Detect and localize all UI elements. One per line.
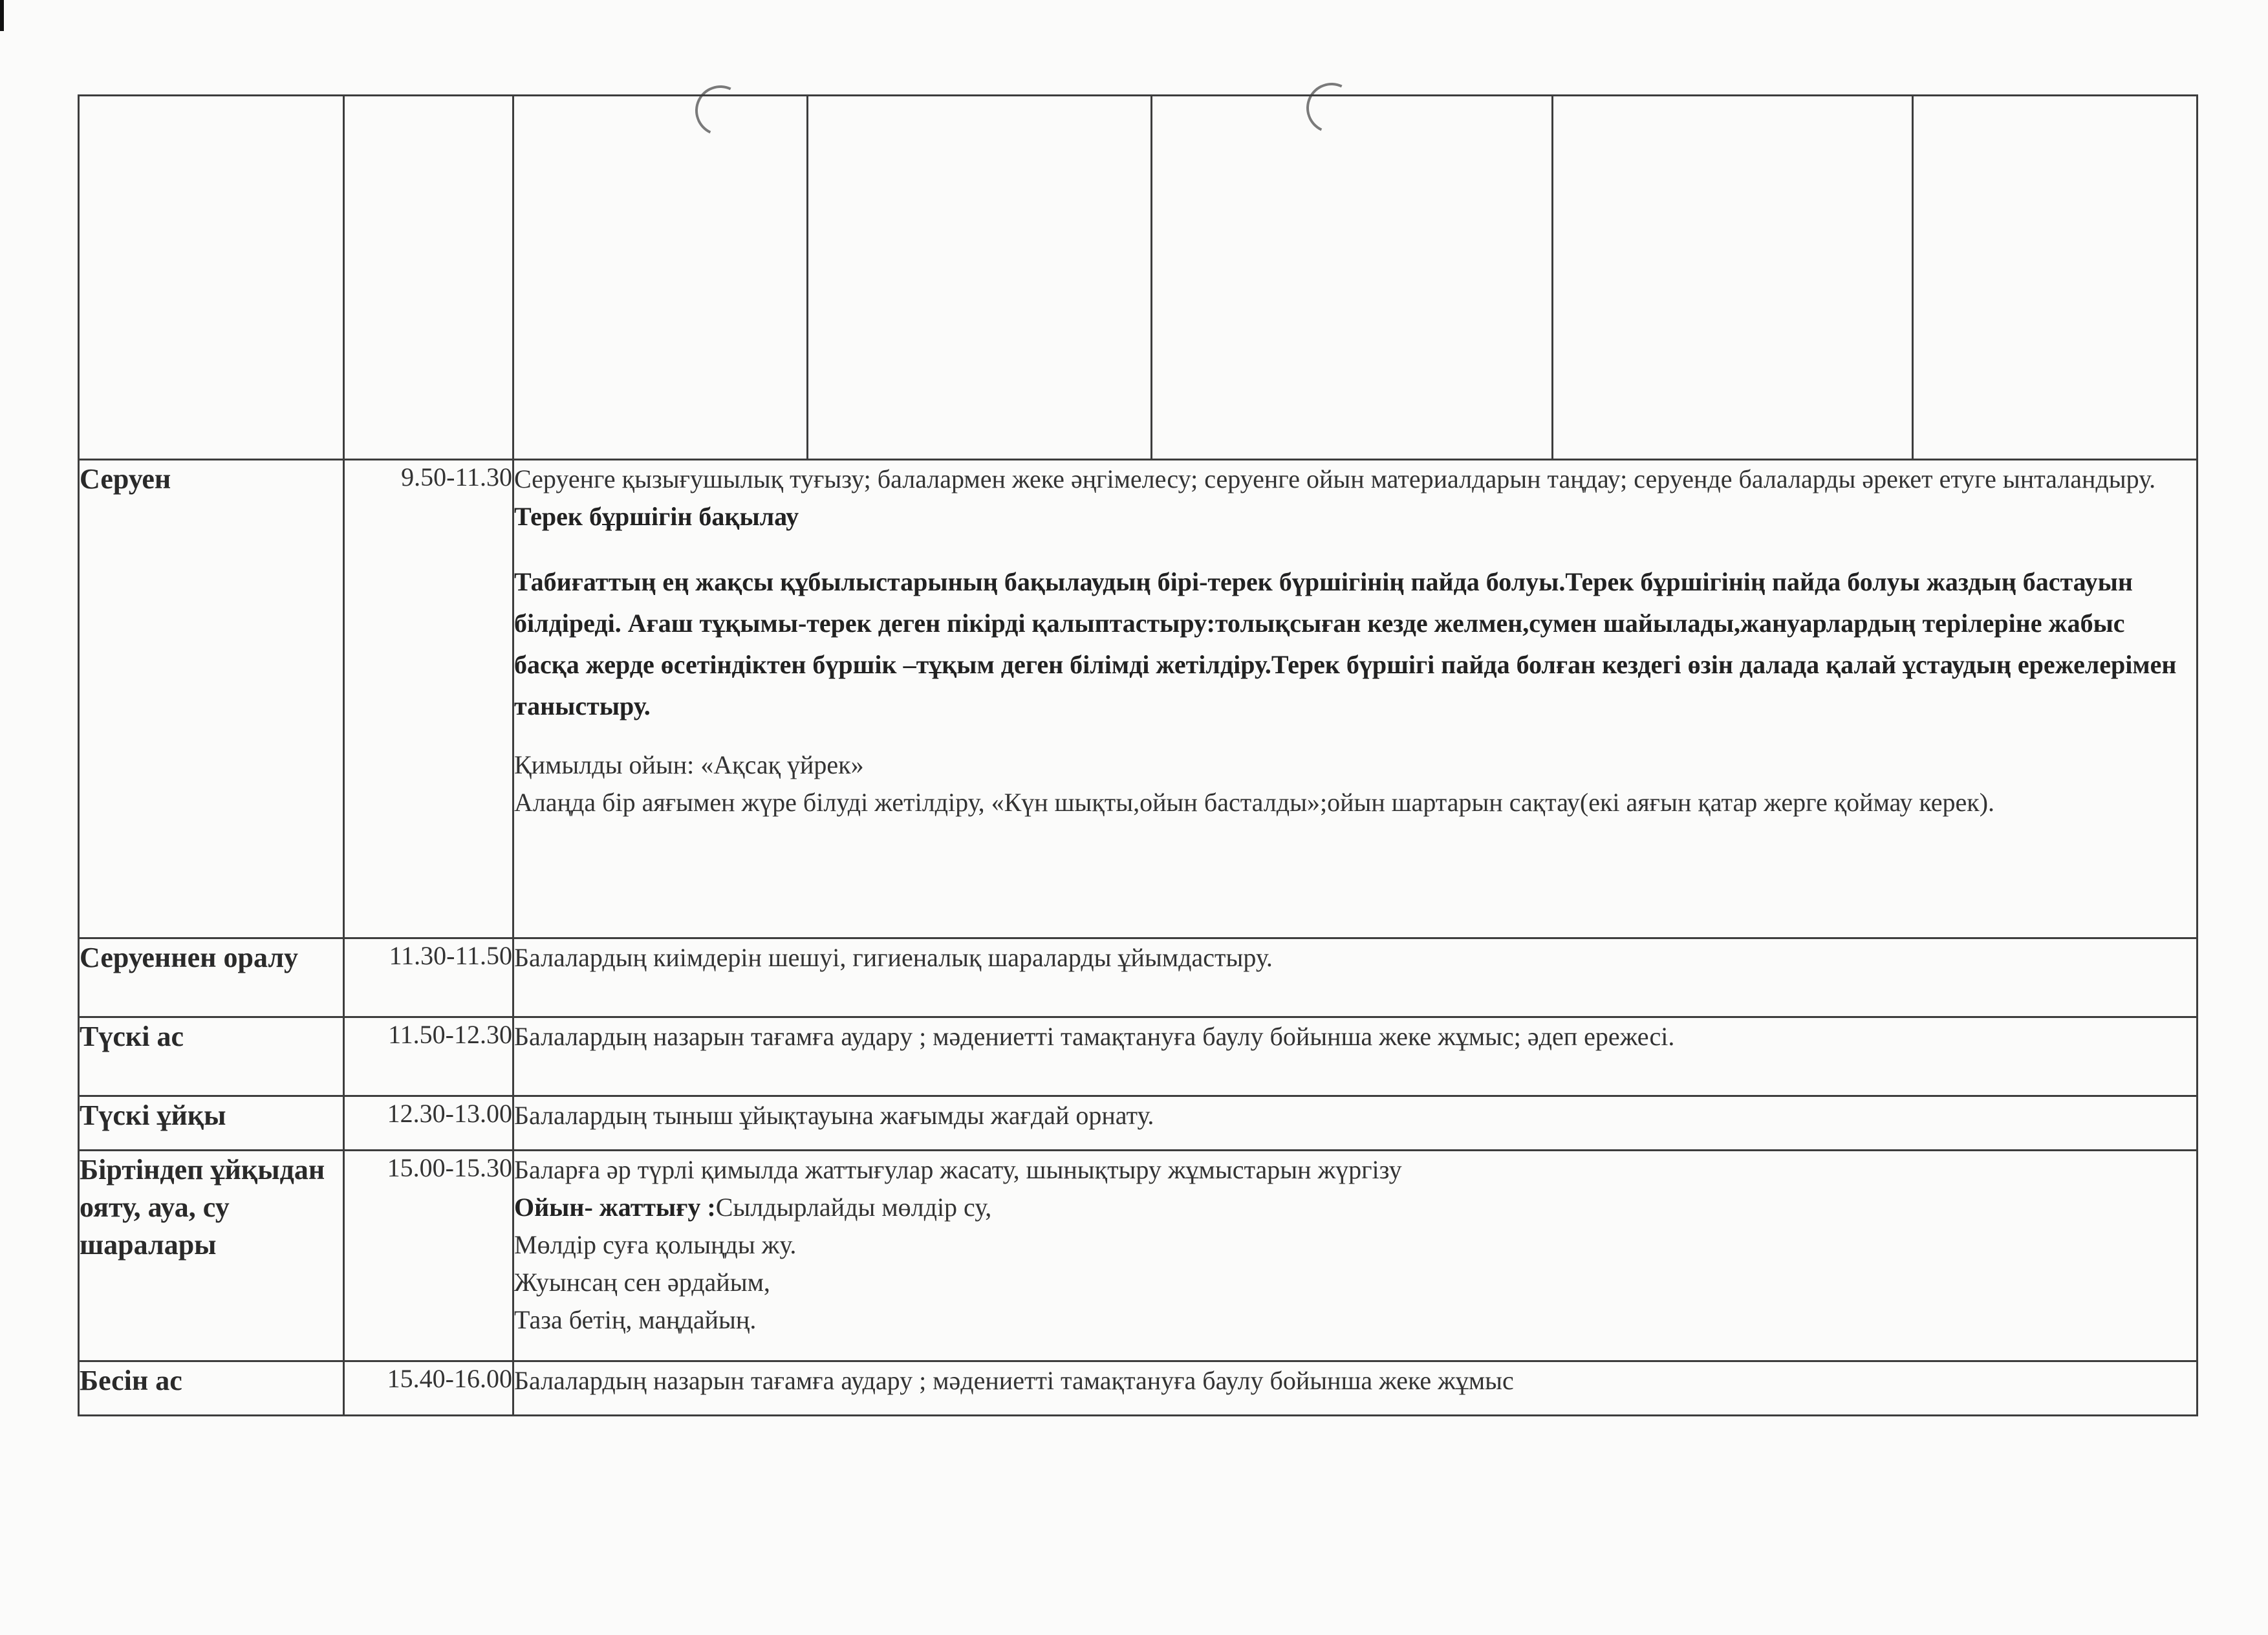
observation-paragraph: Табиғаттың ең жақсы құбылыстарының бақылаудың бірі-терек бүршігінің пайда болуы.Терек бұршігінің пайда болуы жаздың бастауын білдіреді. Ағаш тұқымы-терек деген пікірді қалыптастыру:толықсыған кезде желмен,сумен шайылады,жануарлардың терілеріне жабыс басқа жерде өсетіндіктен бүршік –тұқым деген білімді жетілдіру.Терек бүршігі пайда болған кездегі өзін далада қалай ұстаудың ережелерімен таныстыру.: [514, 567, 2177, 720]
walk-intro: Серуенге қызығушылық туғызу; балалармен жеке әңгімелесу; серуенге ойын материалдарын таңдау; серуенде балаларды әрекет етуге ынталандыру.: [514, 464, 2156, 493]
activity-content: [513, 460, 2198, 938]
empty-subgrid: [514, 96, 2196, 459]
game-title: Қимылды ойын: «Ақсақ үйрек»: [514, 750, 864, 779]
scan-edge-mark: [0, 0, 4, 31]
observation-heading: Терек бұршігін бақылау: [514, 502, 799, 531]
activity-label: Біртіндеп ұйқыдан ояту, ауа, су шаралары: [79, 1151, 344, 1361]
activity-label: Серуеннен оралу: [79, 938, 344, 1017]
poem-line: Жуынсаң сен әрдайым,: [514, 1268, 770, 1297]
empty-subcell: [1553, 96, 1914, 459]
time-range: 11.30-11.50: [344, 938, 513, 1017]
table-row-wakeup: [79, 1151, 2198, 1361]
table-row-afternoon-snack: [79, 1361, 2198, 1416]
empty-subcell: [1152, 96, 1553, 459]
table-row-return: [79, 938, 2198, 1017]
activity-content: [513, 1151, 2198, 1361]
activity-label: Бесін ас: [79, 1361, 344, 1416]
table-row-empty-header: [79, 96, 2198, 460]
activity-label: Түскі ас: [79, 1017, 344, 1096]
exercise-line: [514, 1189, 2196, 1226]
time-range: 9.50-11.30: [344, 460, 513, 938]
activity-label: Түскі ұйқы: [79, 1096, 344, 1151]
activity-label: Серуен: [79, 460, 344, 938]
activity-content: Балалардың тыныш ұйықтауына жағымды жағдай орнату.: [513, 1096, 2198, 1151]
time-range: 15.40-16.00: [344, 1361, 513, 1416]
poem-line: Мөлдір суға қолыңды жу.: [514, 1230, 797, 1259]
wakeup-intro: Баларға әр түрлі қимылда жаттығулар жасату, шынықтыру жұмыстарын жүргізу: [514, 1155, 1402, 1184]
activity-content: Балалардың назарын тағамға аудару ; мәдениетті тамақтануға баулу бойынша жеке жұмыс; әдеп ережесі.: [513, 1017, 2198, 1096]
daily-schedule-table: [78, 94, 2198, 1416]
table-row-nap: [79, 1096, 2198, 1151]
activity-content: Балалардың киімдерін шешуі, гигиеналық шараларды ұйымдастыру.: [513, 938, 2198, 1017]
game-description: Алаңда бір аяғымен жүре білуді жетілдіру, «Күн шықты,ойын басталды»;ойын шартарын сақтау(екі аяғын қатар жерге қоймау керек).: [514, 788, 1995, 817]
exercise-label: Ойын- жаттығу :: [514, 1193, 716, 1222]
empty-subcell: [808, 96, 1152, 459]
activity-content: Балалардың назарын тағамға аудару ; мәдениетті тамақтануға баулу бойынша жеке жұмыс: [513, 1361, 2198, 1416]
empty-cell: [79, 96, 344, 460]
empty-subgrid-cell: [513, 96, 2198, 460]
empty-subcell: [514, 96, 808, 459]
table-row-walk: [79, 460, 2198, 938]
empty-subcell: [1914, 96, 2194, 459]
time-range: 11.50-12.30: [344, 1017, 513, 1096]
table-row-lunch: [79, 1017, 2198, 1096]
empty-cell: [344, 96, 513, 460]
poem-line: Сылдырлайды мөлдір су,: [715, 1193, 992, 1222]
time-range: 15.00-15.30: [344, 1151, 513, 1361]
time-range: 12.30-13.00: [344, 1096, 513, 1151]
poem-line: Таза бетің, маңдайың.: [514, 1305, 757, 1334]
